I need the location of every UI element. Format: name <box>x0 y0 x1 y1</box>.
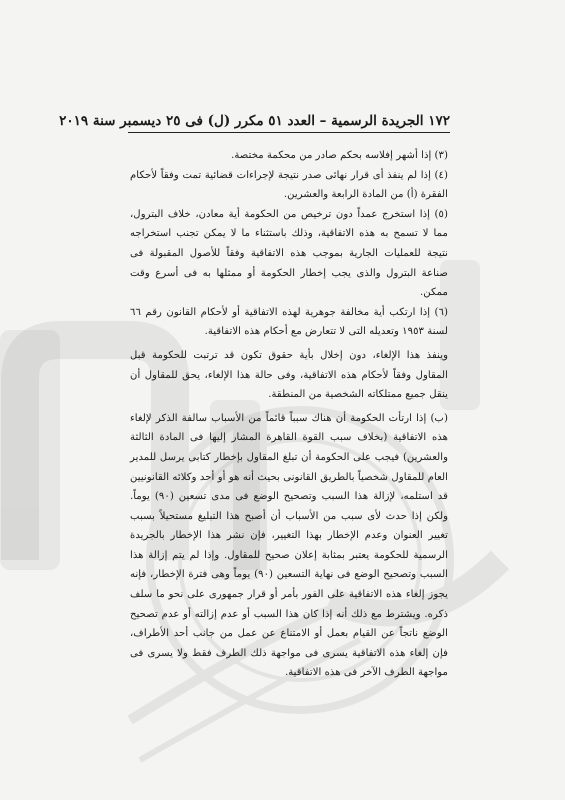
clause-4: (٤) إذا لم ينفذ أى قرار نهائى صدر نتيجة لإجراءات قضائية تمت وفقاً لأحكام الفقرة (أ) من المادة الرابعة والعشرين. <box>130 169 448 201</box>
clause-6: (٦) إذا ارتكب أية مخالفة جوهرية لهذه الاتفاقية أو لأحكام القانون رقم ٦٦ لسنة ١٩٥٣ وتعديله التى لا تتعارض مع أحكام هذه الاتفاقية. <box>130 306 448 338</box>
termination-effect-paragraph: وينفذ هذا الإلغاء، دون إخلال بأية حقوق تكون قد ترتبت للحكومة قبل المقاول وفقاً لأحكام هذه الاتفاقية، وفى حالة هذا الإلغاء، يحق للمقاول أن ينقل جميع ممتلكاته الشخصية من المنطقة. <box>130 349 448 401</box>
document-body <box>130 146 448 683</box>
header-divider <box>128 132 450 133</box>
running-header: ١٧٢ الجريدة الرسمية – العدد ٥١ مكرر (ل) فى ٢٥ ديسمبر سنة ٢٠١٩ <box>59 113 450 129</box>
clause-b-paragraph: (ب) إذا ارتأت الحكومة أن هناك سبباً قائماً من الأسباب سالفة الذكر لإلغاء هذه الاتفاقية (بخلاف سبب القوة القاهرة المشار إليها فى المادة الثالثة والعشرين) فيجب على الحكومة أن تبلغ المقاول بإخطار كتابى يرسل للمدير العام للمقاول شخصياً بالطريق القانونى بحيث أنه هو أو أحد وكلائه القانونيين قد استلمه، لإزالة هذا السبب وتصحيح الوضع فى مدى تسعين (٩٠) يوماً. ولكن إذا حدث لأى سبب من الأسباب أن أصبح هذا التبليغ مستحيلاً بسبب تغيير العنوان وعدم الإخطار بهذا التغيير، فإن نشر هذا الإخطار بالجريدة الرسمية للحكومة يعتبر بمثابة إعلان صحيح للمقاول. وإذا لم يتم إزالة هذا السبب وتصحيح الوضع فى نهاية التسعين (٩٠) يوماً وهى فترة الإخطار، فإنه يجوز إلغاء هذه الاتفاقية على الفور بأمر أو قرار جمهورى على نحو ما سلف ذكره. ويشترط مع ذلك أنه إذا كان هذا السبب أو عدم إزالته أو عدم تصحيح الوضع ناتجاً عن القيام بعمل أو الامتناع عن عمل من جانب أحد الأطراف، فإن إلغاء هذه الاتفاقية يسرى فى مواجهة ذلك الطرف فقط ولا يسرى فى مواجهة الطرف الآخر فى هذه الاتفاقية. <box>130 412 449 679</box>
clause-5: (٥) إذا استخرج عمداً دون ترخيص من الحكومة أية معادن، خلاف البترول، مما لا تسمح به هذه الاتفاقية، وذلك باستثناء ما لا يمكن تجنب استخراجه نتيجة للعمليات الجارية بموجب هذه الاتفاقية وفقاً للأصول المقبولة فى صناعة البترول والذى يجب إخطار الحكومة أو ممثلها به فى أسرع وقت ممكن. <box>130 208 448 299</box>
clause-3: (٣) إذا أشهر إفلاسه بحكم صادر من محكمة مختصة. <box>231 150 448 161</box>
